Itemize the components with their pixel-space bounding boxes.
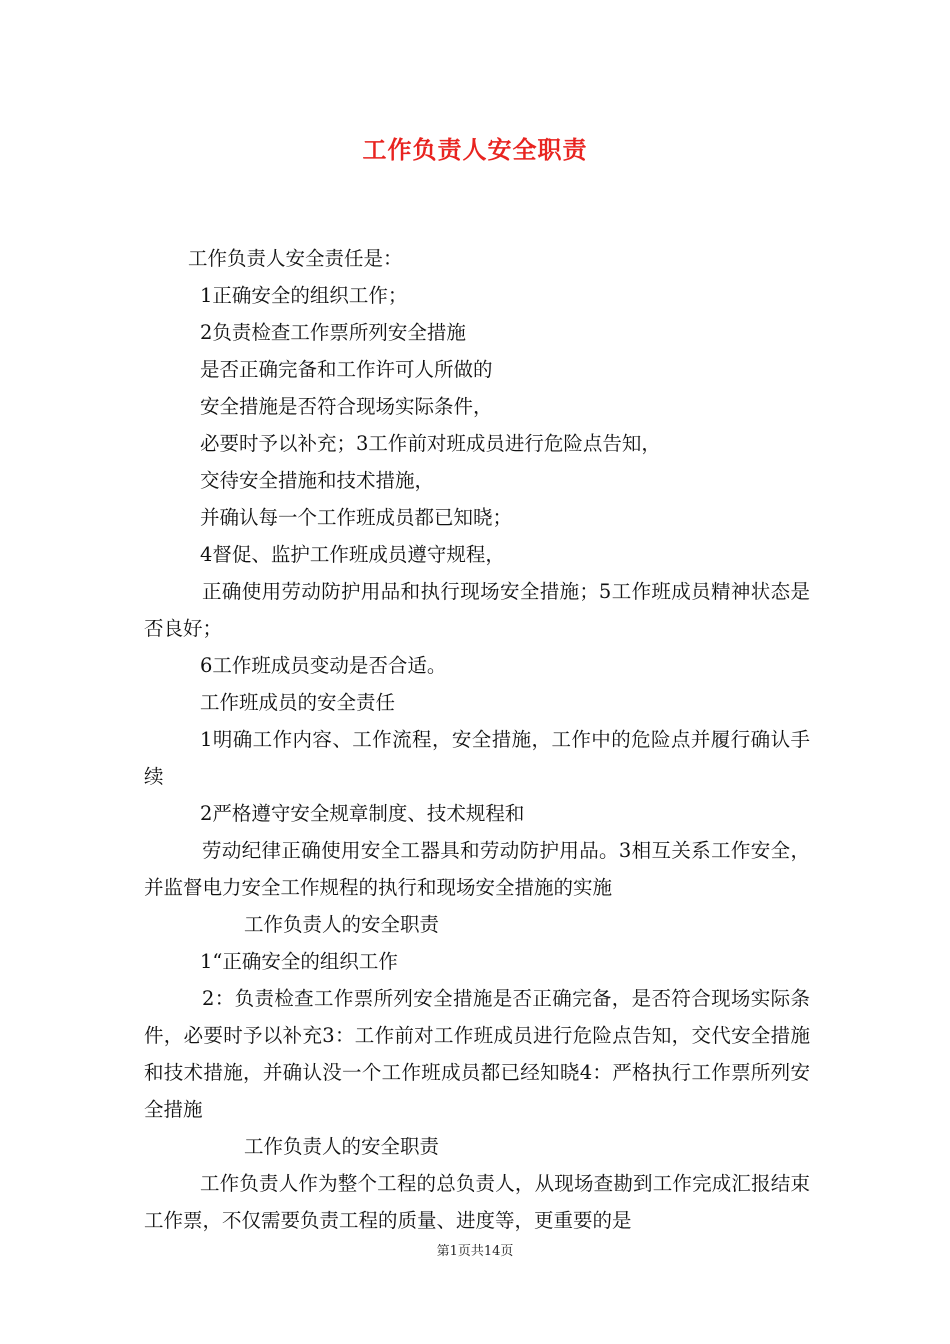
paragraph: 1正确安全的组织工作； bbox=[200, 284, 408, 307]
paragraph: 并确认每一个工作班成员都已知晓； bbox=[200, 506, 513, 529]
paragraph: 2负责检查工作票所列安全措施 bbox=[200, 321, 466, 344]
paragraph: 1“正确安全的组织工作 bbox=[200, 950, 398, 973]
paragraph: 工作负责人安全责任是： bbox=[188, 247, 403, 270]
document-title: 工作负责人安全职责 bbox=[362, 135, 588, 164]
paragraph: 工作班成员的安全责任 bbox=[200, 691, 396, 714]
section-heading: 工作负责人的安全职责 bbox=[244, 913, 440, 936]
paragraph: 安全措施是否符合现场实际条件， bbox=[200, 395, 493, 418]
paragraph: 4督促、监护工作班成员遵守规程， bbox=[200, 543, 505, 566]
paragraph: 劳动纪律正确使用安全工器具和劳动防护用品。3相互关系工作安全，并监督电力安全工作规程的执行和现场安全措施的实施 bbox=[144, 839, 810, 899]
paragraph: 工作负责人作为整个工程的总负责人，从现场查勘到工作完成汇报结束工作票，不仅需要负责工程的质量、进度等，更重要的是 bbox=[144, 1172, 810, 1232]
paragraph: 6工作班成员变动是否合适。 bbox=[200, 654, 447, 677]
paragraph: 必要时予以补充；3工作前对班成员进行危险点告知， bbox=[200, 432, 661, 455]
paragraph: 1明确工作内容、工作流程，安全措施，工作中的危险点并履行确认手续 bbox=[144, 728, 810, 788]
paragraph: 是否正确完备和工作许可人所做的 bbox=[200, 358, 493, 381]
section-heading: 工作负责人的安全职责 bbox=[244, 1135, 440, 1158]
paragraph: 交待安全措施和技术措施， bbox=[200, 469, 435, 492]
paragraph: 2：负责检查工作票所列安全措施是否正确完备，是否符合现场实际条件，必要时予以补充3：工作前对工作班成员进行危险点告知，交代安全措施和技术措施，并确认没一个工作班成员都已经知晓4：严格执行工作票所列安全措施 bbox=[144, 987, 810, 1121]
paragraph: 正确使用劳动防护用品和执行现场安全措施；5工作班成员精神状态是否良好； bbox=[144, 580, 810, 640]
document-body bbox=[144, 240, 810, 1239]
paragraph: 2严格遵守安全规章制度、技术规程和 bbox=[200, 802, 525, 825]
page-number-footer: 第1页共14页 bbox=[436, 1244, 514, 1259]
